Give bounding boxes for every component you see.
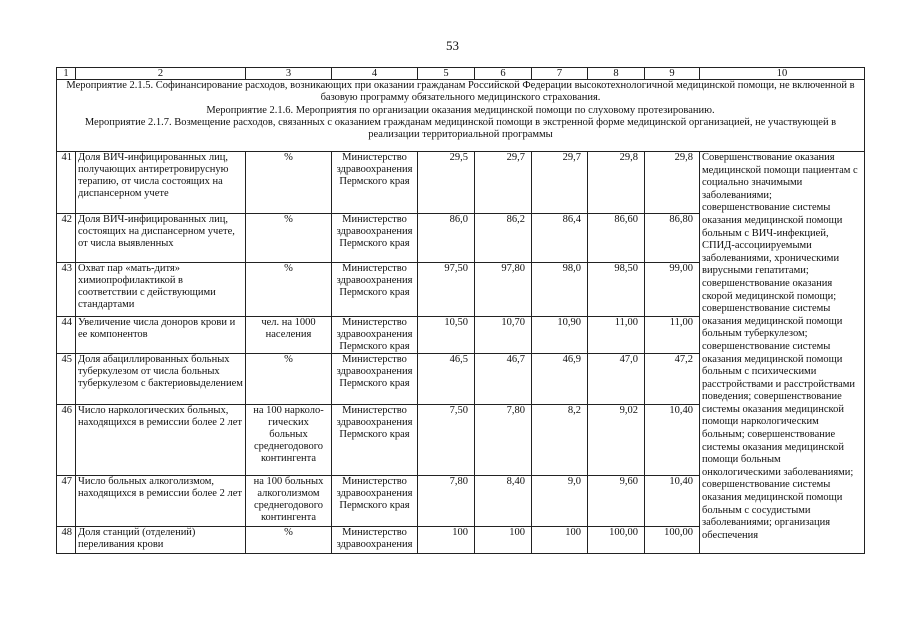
value-col-6: 7,80 [475, 405, 532, 476]
indicator-name: Увеличение числа доноров крови и ее компонентов [76, 317, 246, 354]
value-col-6: 46,7 [475, 354, 532, 405]
value-col-9: 100,00 [645, 527, 700, 554]
responsible-org: Министерство здравоохранения Пермского края [332, 476, 418, 527]
indicator-name: Доля ВИЧ-инфицированных лиц, получающих антиретровирусную терапию, от числа состоящих на диспансерном учете [76, 152, 246, 214]
indicators-table [56, 67, 865, 554]
responsible-org: Министерство здравоохранения [332, 527, 418, 554]
row-number: 42 [57, 214, 76, 263]
activities-cell [57, 80, 865, 152]
value-col-5: 100 [418, 527, 475, 554]
row-number: 43 [57, 263, 76, 317]
value-col-7: 29,7 [532, 152, 588, 214]
value-col-8: 86,60 [588, 214, 645, 263]
indicator-name: Охват пар «мать-дитя» химиопрофилактикой в соответствии с действующими стандартами [76, 263, 246, 317]
value-col-6: 100 [475, 527, 532, 554]
value-col-8: 98,50 [588, 263, 645, 317]
value-col-6: 29,7 [475, 152, 532, 214]
responsible-org: Министерство здравоохранения Пермского края [332, 214, 418, 263]
activity-2-1-7: Мероприятие 2.1.7. Возмещение расходов, связанных с оказанием гражданам медицинской помощи в экстренной форме медицинской организацией, не участвующей в реализации территориальной программы [84, 116, 837, 141]
value-col-7: 98,0 [532, 263, 588, 317]
activity-2-1-5: Мероприятие 2.1.5. Софинансирование расходов, возникающих при оказании гражданам Российской Федерации высокотехнологичной медицинской помощи, не включенной в базовую программу обязательного медицинского страхования. [66, 80, 855, 104]
value-col-7: 46,9 [532, 354, 588, 405]
value-col-9: 10,40 [645, 405, 700, 476]
header-cell: 7 [532, 68, 588, 80]
responsible-org: Министерство здравоохранения Пермского края [332, 152, 418, 214]
value-col-5: 10,50 [418, 317, 475, 354]
value-col-8: 9,60 [588, 476, 645, 527]
row-number: 48 [57, 527, 76, 554]
unit: чел. на 1000 населения [246, 317, 332, 354]
value-col-7: 100 [532, 527, 588, 554]
header-cell: 9 [645, 68, 700, 80]
value-col-5: 7,80 [418, 476, 475, 527]
value-col-7: 8,2 [532, 405, 588, 476]
header-row [57, 68, 865, 80]
row-number: 44 [57, 317, 76, 354]
value-col-9: 86,80 [645, 214, 700, 263]
unit: % [246, 527, 332, 554]
unit: на 100 больных алкоголизмом среднегодового контингента [246, 476, 332, 527]
value-col-5: 29,5 [418, 152, 475, 214]
value-col-9: 10,40 [645, 476, 700, 527]
value-col-6: 10,70 [475, 317, 532, 354]
unit: % [246, 214, 332, 263]
header-cell: 5 [418, 68, 475, 80]
row-number: 46 [57, 405, 76, 476]
value-col-9: 47,2 [645, 354, 700, 405]
page-number: 53 [446, 38, 459, 53]
header-cell: 2 [76, 68, 246, 80]
row-number: 47 [57, 476, 76, 527]
value-col-6: 8,40 [475, 476, 532, 527]
value-col-8: 29,8 [588, 152, 645, 214]
header-cell: 1 [57, 68, 76, 80]
header-cell: 3 [246, 68, 332, 80]
value-col-5: 97,50 [418, 263, 475, 317]
value-col-6: 86,2 [475, 214, 532, 263]
responsible-org: Министерство здравоохранения Пермского края [332, 317, 418, 354]
responsible-org: Министерство здравоохранения Пермского края [332, 263, 418, 317]
unit: % [246, 263, 332, 317]
value-col-8: 11,00 [588, 317, 645, 354]
header-cell: 4 [332, 68, 418, 80]
table-row [57, 152, 865, 214]
column-10-description: Совершенствование оказания медицинской помощи пациентам с социально значимыми заболеваниями; совершенствование системы оказания медицинской помощи больным с ВИЧ-инфекцией, СПИД-ассоциируемыми заболеваниями, хроническими вирусными гепатитами; совершенствование оказания скорой медицинской помощи; совершенствование системы оказания медицинской помощи больным туберкулезом; совершенствование системы оказания медицинской помощи больным с психическими расстройствами и расстройствами поведения; совершенствование системы оказания медицинской помощи наркологическим больным; совершенствование системы оказания медицинской помощи больным онкологическими заболеваниями; совершенствование системы оказания медицинской помощи больным с сосудистыми заболеваниями; организация обеспечения [700, 152, 865, 554]
value-col-5: 86,0 [418, 214, 475, 263]
value-col-6: 97,80 [475, 263, 532, 317]
header-cell: 6 [475, 68, 532, 80]
activities-row [57, 80, 865, 152]
header-cell: 10 [700, 68, 865, 80]
responsible-org: Министерство здравоохранения Пермского края [332, 354, 418, 405]
value-col-8: 9,02 [588, 405, 645, 476]
value-col-7: 9,0 [532, 476, 588, 527]
value-col-8: 47,0 [588, 354, 645, 405]
value-col-7: 10,90 [532, 317, 588, 354]
value-col-9: 99,00 [645, 263, 700, 317]
indicator-name: Доля абациллированных больных туберкулезом от числа больных туберкулезом с бактериовыделением [76, 354, 246, 405]
indicator-name: Доля ВИЧ-инфицированных лиц, состоящих на диспансерном учете, от числа выявленных [76, 214, 246, 263]
value-col-7: 86,4 [532, 214, 588, 263]
value-col-9: 11,00 [645, 317, 700, 354]
unit: % [246, 354, 332, 405]
row-number: 45 [57, 354, 76, 405]
value-col-5: 7,50 [418, 405, 475, 476]
value-col-5: 46,5 [418, 354, 475, 405]
row-number: 41 [57, 152, 76, 214]
header-cell: 8 [588, 68, 645, 80]
value-col-9: 29,8 [645, 152, 700, 214]
unit: % [246, 152, 332, 214]
indicator-name: Число наркологических больных, находящихся в ремиссии более 2 лет [76, 405, 246, 476]
unit: на 100 нарколо-гических больных среднегодового контингента [246, 405, 332, 476]
activity-2-1-6: Мероприятие 2.1.6. Мероприятия по организации оказания медицинской помощи по слуховому протезированию. [206, 104, 715, 116]
responsible-org: Министерство здравоохранения Пермского края [332, 405, 418, 476]
indicator-name: Число больных алкоголизмом, находящихся в ремиссии более 2 лет [76, 476, 246, 527]
value-col-8: 100,00 [588, 527, 645, 554]
indicator-name: Доля станций (отделений) переливания крови [76, 527, 246, 554]
